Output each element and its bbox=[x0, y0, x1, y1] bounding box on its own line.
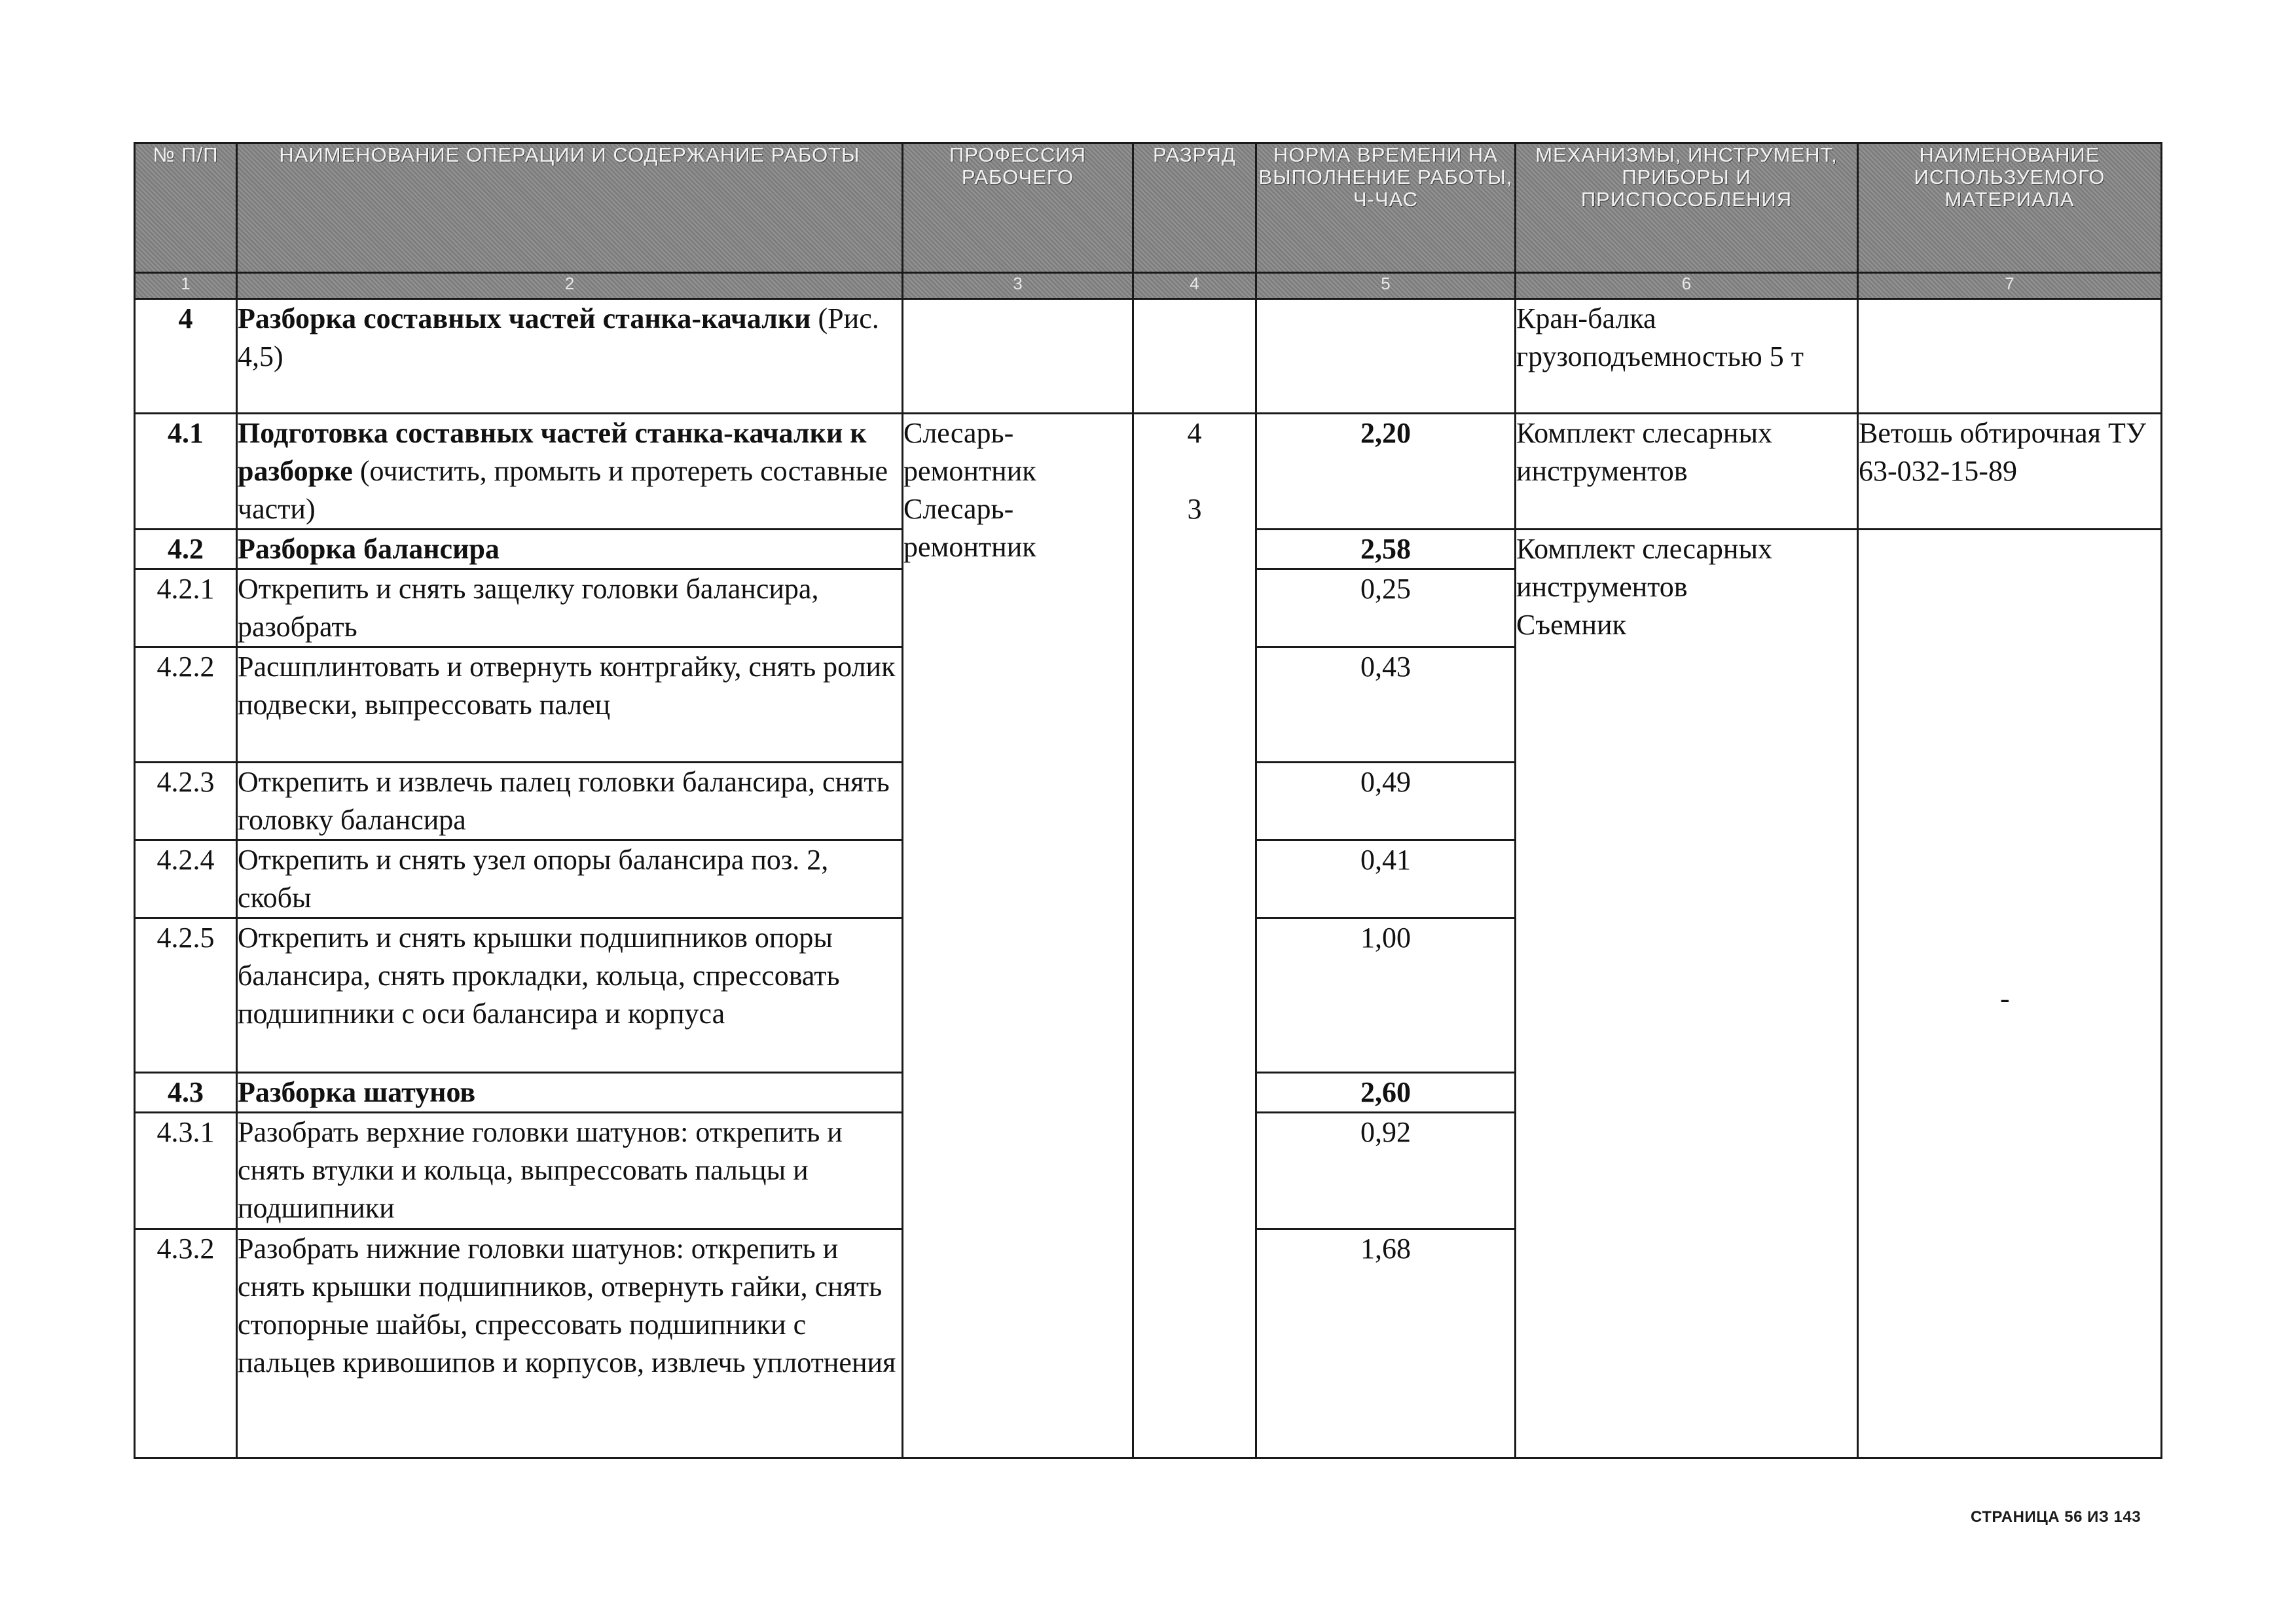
operation-cell: Открепить и снять защелку головки балансира, разобрать bbox=[237, 569, 903, 647]
row-number: 4.2.2 bbox=[135, 647, 237, 763]
page-number: СТРАНИЦА 56 ИЗ 143 bbox=[1971, 1508, 2141, 1526]
column-number: 5 bbox=[1256, 273, 1516, 299]
column-number: 7 bbox=[1858, 273, 2162, 299]
header-material: НАИМЕНОВАНИЕ ИСПОЛЬЗУЕМОГО МАТЕРИАЛА bbox=[1858, 143, 2162, 273]
operations-table bbox=[134, 142, 2162, 1459]
row-number: 4 bbox=[135, 299, 237, 414]
grade-cell bbox=[1133, 414, 1256, 1458]
column-number: 1 bbox=[135, 273, 237, 299]
header-equipment: МЕХАНИЗМЫ, ИНСТРУМЕНТ, ПРИБОРЫ И ПРИСПОСОБЛЕНИЯ bbox=[1516, 143, 1858, 273]
row-number: 4.3 bbox=[135, 1073, 237, 1113]
operation-cell: Открепить и снять узел опоры балансира поз. 2, скобы bbox=[237, 840, 903, 918]
column-number-row bbox=[135, 273, 2162, 299]
grade-value: 3 bbox=[1187, 493, 1202, 525]
norm-cell: 1,68 bbox=[1256, 1229, 1516, 1458]
operation-cell: Открепить и извлечь палец головки балансира, снять головку балансира bbox=[237, 763, 903, 840]
norm-cell: 2,58 bbox=[1256, 530, 1516, 569]
equipment-cell: Комплект слесарных инструментов bbox=[1516, 414, 1858, 530]
row-number: 4.2 bbox=[135, 530, 237, 569]
column-number: 6 bbox=[1516, 273, 1858, 299]
row-number: 4.3.1 bbox=[135, 1113, 237, 1229]
row-number: 4.2.3 bbox=[135, 763, 237, 840]
norm-cell: 2,60 bbox=[1256, 1073, 1516, 1113]
grade-value: 4 bbox=[1187, 417, 1202, 449]
operation-cell: Разобрать верхние головки шатунов: открепить и снять втулки и кольца, выпрессовать пальцы и подшипники bbox=[237, 1113, 903, 1229]
norm-cell bbox=[1256, 299, 1516, 414]
row-number: 4.2.4 bbox=[135, 840, 237, 918]
norm-cell: 0,25 bbox=[1256, 569, 1516, 647]
norm-cell: 0,92 bbox=[1256, 1113, 1516, 1229]
operation-cell: Подготовка составных частей станка-качалки к разборке (очистить, промыть и протереть составные части) bbox=[237, 414, 903, 530]
operation-cell: Разборка шатунов bbox=[237, 1073, 903, 1113]
operation-cell: Разборка балансира bbox=[237, 530, 903, 569]
table-row bbox=[135, 414, 2162, 530]
material-cell bbox=[1858, 299, 2162, 414]
profession-cell bbox=[903, 299, 1133, 414]
material-cell: Ветошь обтирочная ТУ 63-032-15-89 bbox=[1858, 414, 2162, 530]
header-time-norm: НОРМА ВРЕМЕНИ НА ВЫПОЛНЕНИЕ РАБОТЫ, Ч-ЧАС bbox=[1256, 143, 1516, 273]
norm-cell: 0,43 bbox=[1256, 647, 1516, 763]
norm-cell: 0,41 bbox=[1256, 840, 1516, 918]
header-number: № П/П bbox=[135, 143, 237, 273]
header-row bbox=[135, 143, 2162, 273]
equipment-line: Съемник bbox=[1516, 609, 1626, 641]
column-number: 3 bbox=[903, 273, 1133, 299]
operation-cell: Разобрать нижние головки шатунов: открепить и снять крышки подшипников, отвернуть гайки, снять стопорные шайбы, спрессовать подшипники с пальцев кривошипов и корпусов, извлечь уплотнения bbox=[237, 1229, 903, 1458]
equipment-line: инструментов bbox=[1516, 571, 1688, 603]
profession-cell bbox=[903, 414, 1133, 1458]
material-dash: - bbox=[2000, 983, 2010, 1015]
table-row bbox=[135, 299, 2162, 414]
row-number: 4.2.5 bbox=[135, 918, 237, 1073]
norm-cell: 1,00 bbox=[1256, 918, 1516, 1073]
column-number: 4 bbox=[1133, 273, 1256, 299]
profession-text: Слесарь-ремонтник bbox=[903, 417, 1036, 487]
row-number: 4.2.1 bbox=[135, 569, 237, 647]
header-grade: РАЗРЯД bbox=[1133, 143, 1256, 273]
row-number: 4.1 bbox=[135, 414, 237, 530]
header-operation: НАИМЕНОВАНИЕ ОПЕРАЦИИ И СОДЕРЖАНИЕ РАБОТЫ bbox=[237, 143, 903, 273]
equipment-cell: Кран-балка грузоподъемностью 5 т bbox=[1516, 299, 1858, 414]
equipment-cell bbox=[1516, 530, 1858, 1458]
column-number: 2 bbox=[237, 273, 903, 299]
operation-cell: Разборка составных частей станка-качалки (Рис. 4,5) bbox=[237, 299, 903, 414]
grade-cell bbox=[1133, 299, 1256, 414]
row-number: 4.3.2 bbox=[135, 1229, 237, 1458]
header-profession: ПРОФЕССИЯ РАБОЧЕГО bbox=[903, 143, 1133, 273]
operation-cell: Открепить и снять крышки подшипников опоры балансира, снять прокладки, кольца, спрессовать подшипники с оси балансира и корпуса bbox=[237, 918, 903, 1073]
operation-cell: Расшплинтовать и отвернуть контргайку, снять ролик подвески, выпрессовать палец bbox=[237, 647, 903, 763]
norm-cell: 0,49 bbox=[1256, 763, 1516, 840]
equipment-line: Комплект слесарных bbox=[1516, 533, 1773, 565]
profession-text: Слесарь-ремонтник bbox=[903, 493, 1036, 563]
norm-cell: 2,20 bbox=[1256, 414, 1516, 530]
